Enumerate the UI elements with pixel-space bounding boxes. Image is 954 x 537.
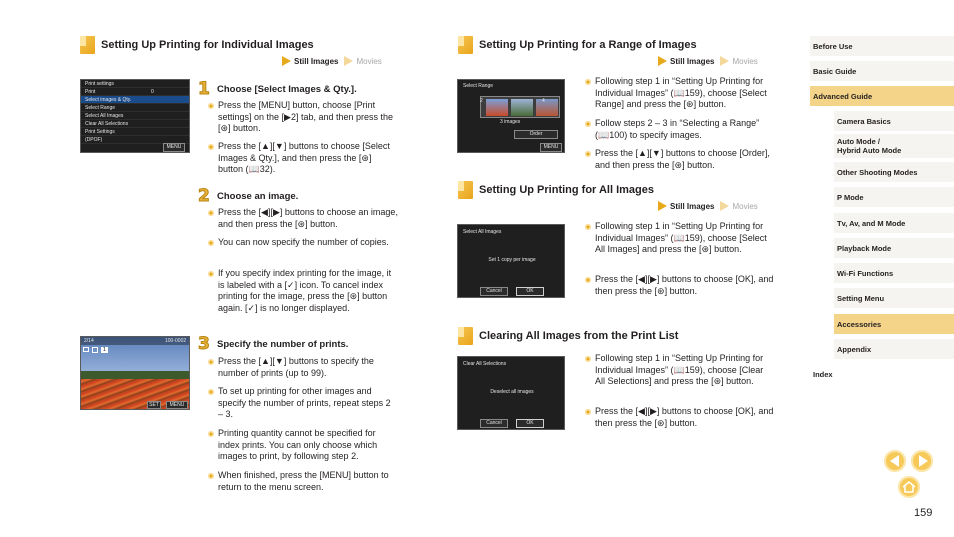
lcd-menu-button: MENU xyxy=(540,143,562,152)
lcd-select-range xyxy=(457,79,565,153)
home-icon xyxy=(902,481,916,493)
section-title-range xyxy=(458,36,697,54)
section-mark-icon xyxy=(80,36,95,54)
range-thumb-strip xyxy=(480,96,560,118)
movies-tag: Movies xyxy=(720,201,757,211)
nav-advanced-guide[interactable]: Advanced Guide xyxy=(810,86,954,106)
triangle-icon xyxy=(658,201,667,211)
lcd-cancel-button: Cancel xyxy=(480,287,508,296)
section-mark-icon xyxy=(458,36,473,54)
nav-p-mode[interactable]: P Mode xyxy=(834,187,954,207)
bullet: If you specify index printing for the image, it is labeled with a [✓] icon. To cancel index printing for the image, press the [⊛] button again. [✓] is no longer displayed. xyxy=(208,268,398,314)
lcd-title: Clear All Selections xyxy=(463,361,507,367)
section-title-text: Setting Up Printing for a Range of Images xyxy=(479,39,697,51)
bullet: Press the [▲][▼] buttons to specify the number of prints (up to 99). xyxy=(208,356,398,379)
lcd-title: Select Range xyxy=(463,83,494,89)
nav-other-shooting-modes[interactable]: Other Shooting Modes xyxy=(834,162,954,182)
lcd-message: Set 1 copy per image xyxy=(488,257,536,263)
bullet: Printing quantity cannot be specified for index prints. You can only choose which images to print, by following step 2. xyxy=(208,428,398,463)
home-button[interactable] xyxy=(898,476,920,498)
lcd-menu-button: MENU xyxy=(166,401,188,409)
section-mark-icon xyxy=(458,181,473,199)
triangle-icon xyxy=(720,56,729,66)
lcd-row-dpof: (DPOF) xyxy=(81,136,189,144)
step-2 xyxy=(198,188,298,205)
checkbox-icon xyxy=(92,347,98,353)
print-icon xyxy=(83,347,89,352)
lcd-row-print-settings: Print Settings xyxy=(81,128,189,136)
mode-tags xyxy=(652,56,758,66)
nav-tv-av-m-mode[interactable]: Tv, Av, and M Mode xyxy=(834,213,954,233)
lcd-title: Select All Images xyxy=(463,229,502,235)
section-title-all xyxy=(458,181,654,199)
bullet: Press the [MENU] button, choose [Print settings] on the [▶2] tab, and then press the [⊛] button. xyxy=(208,100,398,135)
bullet: Follow steps 2 – 3 in “Selecting a Range” (📖100) to specify images. xyxy=(585,118,775,141)
bullet: Following step 1 in “Setting Up Printing for Individual Images” (📖159), choose [Select All Images] and press the [⊛] button. xyxy=(585,221,775,256)
movies-tag: Movies xyxy=(344,56,381,66)
section-title-text: Clearing All Images from the Print List xyxy=(479,330,679,342)
movies-tag: Movies xyxy=(720,56,757,66)
nav-setting-menu[interactable]: Setting Menu xyxy=(834,288,954,308)
range-count: 3 images xyxy=(500,119,521,125)
section-title-text: Setting Up Printing for All Images xyxy=(479,184,654,196)
bullet: To set up printing for other images and specify the number of prints, repeat steps 2 – 3. xyxy=(208,386,398,421)
thumb-1 xyxy=(486,99,508,116)
bullet: Press the [◀][▶] buttons to choose an image, and then press the [⊛] button. xyxy=(208,207,398,230)
arrow-left-icon xyxy=(890,455,899,467)
lcd-row-select-range: Select Range xyxy=(81,104,189,112)
nav-wifi-functions[interactable]: Wi-Fi Functions xyxy=(834,263,954,283)
photo-counter: 2/14 xyxy=(84,338,94,344)
thumb-3 xyxy=(536,99,558,116)
step-number: 2 xyxy=(198,186,210,206)
bullet: Following step 1 in “Setting Up Printing for Individual Images” (📖159), choose [Select Range] and press the [⊛] button. xyxy=(585,76,775,111)
bullet: Press the [◀][▶] buttons to choose [OK], and then press the [⊛] button. xyxy=(585,406,775,429)
bullet: Press the [▲][▼] buttons to choose [Order], and then press the [⊛] button. xyxy=(585,148,775,171)
step-number: 1 xyxy=(198,79,210,99)
triangle-icon xyxy=(344,56,353,66)
triangle-icon xyxy=(658,56,667,66)
still-images-tag: Still Images xyxy=(658,201,714,211)
section-title-individual xyxy=(80,36,314,54)
nav-basic-guide[interactable]: Basic Guide xyxy=(810,61,954,81)
photo-file-number: 100-0002 xyxy=(165,338,187,344)
nav-accessories[interactable]: Accessories xyxy=(834,314,954,334)
lcd-photo-top-bar xyxy=(81,337,190,345)
bullet: Press the [◀][▶] buttons to choose [OK], and then press the [⊛] button. xyxy=(585,274,775,297)
arrow-right-icon xyxy=(919,455,928,467)
still-images-tag: Still Images xyxy=(658,56,714,66)
step-3 xyxy=(198,336,348,353)
nav-index[interactable]: Index xyxy=(813,369,833,379)
qty-value: 1 xyxy=(103,346,106,353)
lcd-ok-button: OK xyxy=(516,419,544,428)
nav-auto-mode[interactable]: Auto Mode / Hybrid Auto Mode xyxy=(834,134,954,158)
bullet: When finished, press the [MENU] button to return to the menu screen. xyxy=(208,470,398,493)
section-title-clear xyxy=(458,327,678,345)
lcd-cancel-button: Cancel xyxy=(480,419,508,428)
lcd-menu-button: MENU xyxy=(163,143,185,152)
nav-before-use[interactable]: Before Use xyxy=(810,36,954,56)
triangle-icon xyxy=(282,56,291,66)
mode-tags xyxy=(276,56,382,66)
nav-appendix[interactable]: Appendix xyxy=(834,339,954,359)
still-images-tag: Still Images xyxy=(282,56,338,66)
lcd-photo-preview xyxy=(80,336,190,410)
step-number: 3 xyxy=(198,334,210,354)
bullet: Press the [▲][▼] buttons to choose [Select Images & Qty.], and then press the [⊛] button (📖32). xyxy=(208,141,398,176)
section-title-text: Setting Up Printing for Individual Images xyxy=(101,39,314,51)
lcd-row-select-images: Select images & Qty. xyxy=(81,96,189,104)
section-mark-icon xyxy=(458,327,473,345)
lcd-message: Deselect all images xyxy=(490,389,534,395)
lcd-order-button: Order xyxy=(514,130,558,139)
lcd-set-button: SET xyxy=(147,401,161,409)
next-page-button[interactable] xyxy=(911,450,933,472)
bullet: Following step 1 in “Setting Up Printing for Individual Images” (📖159), choose [Clear All Selections] and press the [⊛] button. xyxy=(585,353,775,388)
lcd-ok-button: OK xyxy=(516,287,544,296)
page-number: 159 xyxy=(914,507,933,519)
nav-playback-mode[interactable]: Playback Mode xyxy=(834,238,954,258)
prev-page-button[interactable] xyxy=(884,450,906,472)
range-left-number: 2 xyxy=(480,98,483,104)
photo-qty-row xyxy=(83,346,108,353)
lcd-title: Print settings xyxy=(81,80,189,88)
lcd-clear-all xyxy=(457,356,565,430)
lcd-print-settings xyxy=(80,79,190,153)
lcd-row-select-all: Select All Images xyxy=(81,112,189,120)
nav-camera-basics[interactable]: Camera Basics xyxy=(834,111,954,131)
range-right-number: 4 xyxy=(542,98,545,104)
mode-tags xyxy=(652,201,758,211)
triangle-icon xyxy=(720,201,729,211)
thumb-2 xyxy=(511,99,533,116)
lcd-row-print: Print 0 xyxy=(81,88,189,96)
lcd-row-clear-all: Clear All Selections xyxy=(81,120,189,128)
step-1 xyxy=(198,81,357,98)
bullet: You can now specify the number of copies. xyxy=(208,237,398,249)
step-title: Choose an image. xyxy=(217,191,299,202)
step-title: Choose [Select Images & Qty.]. xyxy=(217,84,357,95)
step-title: Specify the number of prints. xyxy=(217,339,349,350)
lcd-select-all xyxy=(457,224,565,298)
